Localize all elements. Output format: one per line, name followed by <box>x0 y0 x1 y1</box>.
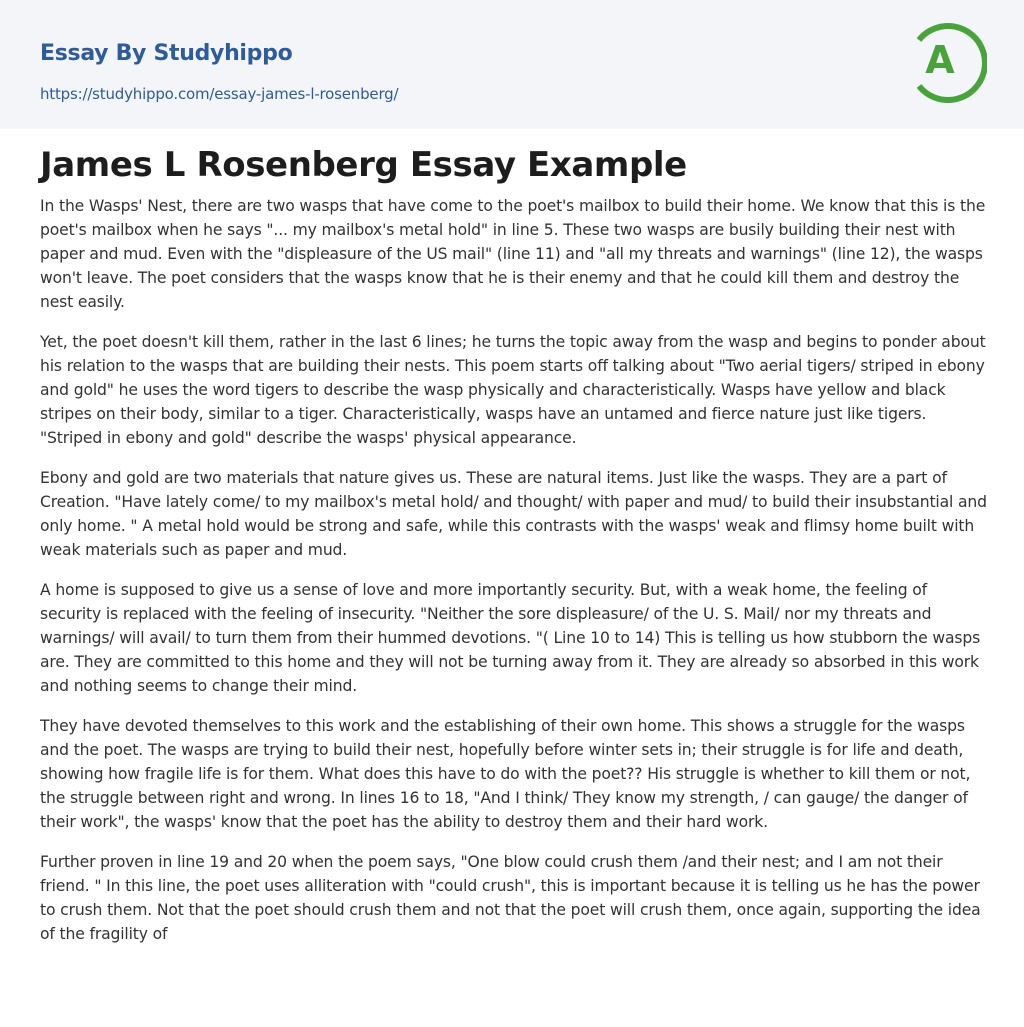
logo-letter: A <box>925 38 955 82</box>
essay-url-link[interactable]: https://studyhippo.com/essay-james-l-rosenberg/ <box>40 85 399 103</box>
site-header <box>0 0 1024 129</box>
essay-paragraph: A home is supposed to give us a sense of love and more importantly security. But, with a weak home, the feeling of security is replaced with the feeling of insecurity. "Neither the sore displeasure/ of the U. S. Mail/ nor my threats and warnings/ will avail/ to turn them from their hummed devotions. "( Line 10 to 14) This is telling us how stubborn the wasps are. They are committed to this home and they will not be turning away from it. They are already so absorbed in this work and nothing seems to change their mind. <box>40 581 981 695</box>
site-title[interactable]: Essay By Studyhippo <box>40 41 293 66</box>
essay-paragraph: Ebony and gold are two materials that nature gives us. These are natural items. Just like the wasps. They are a part of Creation. "Have lately come/ to my mailbox's metal hold/ and thought/ with paper and mud/ to build their insubstantial and only home. " A metal hold would be strong and safe, while this contrasts with the wasps' weak and flimsy home built with weak materials such as paper and mud. <box>40 469 987 559</box>
studyhippo-logo[interactable] <box>911 20 987 106</box>
essay-body <box>40 194 988 962</box>
page-title: James L Rosenberg Essay Example <box>40 145 687 185</box>
essay-paragraph: They have devoted themselves to this work and the establishing of their own home. This shows a struggle for the wasps and the poet. The wasps are trying to build their nest, hopefully before winter sets in; their struggle is for life and death, showing how fragile life is for them. What does this have to do with the poet?? His struggle is whether to kill them or not, the struggle between right and wrong. In lines 16 to 18, "And I think/ They know my strength, / can gauge/ the danger of their work", the wasps' know that the poet has the ability to destroy them and their hard work. <box>40 717 971 831</box>
essay-paragraph: In the Wasps' Nest, there are two wasps that have come to the poet's mailbox to build their home. We know that this is the poet's mailbox when he says "... my mailbox's metal hold" in line 5. These two wasps are busily building their nest with paper and mud. Even with the "displeasure of the US mail" (line 11) and "all my threats and warnings" (line 12), the wasps won't leave. The poet considers that the wasps know that he is their enemy and that he could kill them and destroy the nest easily. <box>40 197 986 311</box>
essay-paragraph: Yet, the poet doesn't kill them, rather in the last 6 lines; he turns the topic away from the wasp and begins to ponder about his relation to the wasps that are building their nests. This poem starts off talking about "Two aerial tigers/ striped in ebony and gold" he uses the word tigers to describe the wasp physically and characteristically. Wasps have yellow and black stripes on their body, similar to a tiger. Characteristically, wasps have an untamed and fierce nature just like tigers. "Striped in ebony and gold" describe the wasps' physical appearance. <box>40 333 986 447</box>
essay-paragraph: Further proven in line 19 and 20 when the poem says, "One blow could crush them /and their nest; and I am not their friend. " In this line, the poet uses alliteration with "could crush", this is important because it is telling us he has the power to crush them. Not that the poet should crush them and not that the poet will crush them, once again, supporting the idea of the fragility of <box>40 853 981 943</box>
